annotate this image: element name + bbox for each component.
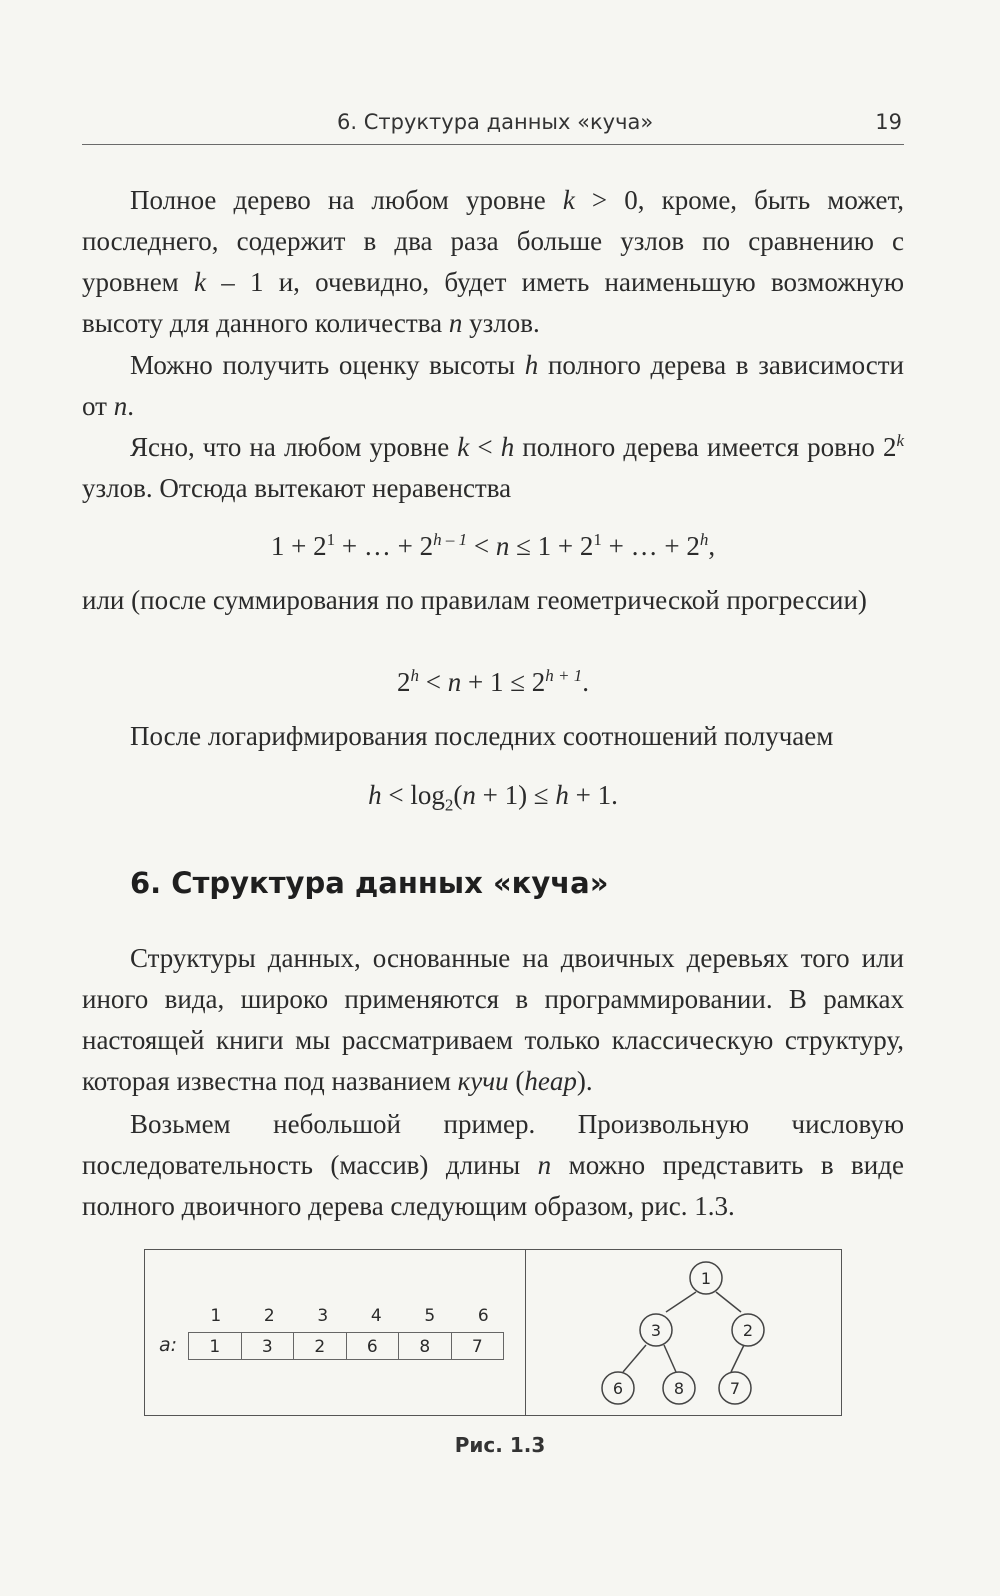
tree-node-label: 7 [729, 1379, 741, 1398]
tree-node-label: 3 [650, 1321, 662, 1340]
binary-tree-diagram [526, 1250, 841, 1415]
tree-node-label: 6 [612, 1379, 624, 1398]
array-index: 1 [210, 1306, 222, 1326]
paragraph-4: или (после суммирования по правилам геометрической прогрессии) [82, 585, 867, 615]
array-cells [189, 1332, 504, 1360]
tree-node-label: 2 [742, 1321, 754, 1340]
figure-caption: Рис. 1.3 [454, 1433, 546, 1457]
paragraph-6: Структуры данных, основанные на двоичных деревьях того или иного вида, широко применяются в программировании. В рамках настоящей книги мы рассматриваем только классическую структуру, которая известна под названием кучи (heap). [82, 943, 904, 1096]
array-indices [189, 1306, 510, 1326]
array-index: 6 [477, 1306, 489, 1326]
running-head [82, 104, 904, 145]
array-cell: 8 [398, 1332, 452, 1360]
array-cell: 7 [451, 1332, 505, 1360]
paragraph-3: Ясно, что на любом уровне k < h полного дерева имеется ровно 2$^k$ узлов. Отсюда вытекают неравенства [82, 431, 904, 503]
section-heading: 6. Структура данных «куча» [130, 866, 609, 900]
tree-edge [716, 1292, 741, 1312]
formula-inequality-2: $2^h < n + 1 \le 2^{h + 1}$. [396, 666, 589, 697]
array-cell: 6 [346, 1332, 400, 1360]
tree-edge [731, 1345, 744, 1372]
array-index: 3 [317, 1306, 329, 1326]
paragraph-7: Возьмем небольшой пример. Произвольную числовую последовательность (массив) длины n можно представить в виде полного двоичного дерева следующим образом, рис. 1.3. [82, 1109, 904, 1221]
paragraph-5: После логарифмирования последних соотношений получаем [130, 721, 834, 751]
running-head-title: 6. Структура данных «куча» [337, 110, 654, 134]
array-cell: 3 [241, 1332, 295, 1360]
tree-edge [623, 1345, 646, 1372]
figure-1-3 [144, 1249, 842, 1416]
page-number: 19 [875, 110, 902, 134]
tree-edge [664, 1345, 676, 1372]
array-cell: 2 [293, 1332, 347, 1360]
paragraph-2: Можно получить оценку высоты h полного дерева в зависимости от n. [82, 350, 904, 421]
tree-edge [666, 1292, 696, 1312]
array-index: 2 [263, 1306, 275, 1326]
tree-node-label: 1 [700, 1269, 712, 1288]
array-index: 4 [370, 1306, 382, 1326]
array-index: 5 [424, 1306, 436, 1326]
paragraph-1: Полное дерево на любом уровне k > 0, кроме, быть может, последнего, содержит в два раза больше узлов по сравнению с уровнем k – 1 и, очевидно, будет иметь наименьшую возможную высоту для данного количества n узлов. [82, 185, 904, 338]
formula-inequality-1: $1 + 2^1$ + … + $2^{h - 1} < n \le 1 + 2^1$ + … + $2^h$, [270, 530, 716, 561]
array-label: a: [159, 1334, 178, 1356]
formula-log: $h < \log_2(n + 1) \le h + 1$. [368, 780, 618, 815]
array-cell: 1 [188, 1332, 242, 1360]
tree-node-label: 8 [673, 1379, 685, 1398]
